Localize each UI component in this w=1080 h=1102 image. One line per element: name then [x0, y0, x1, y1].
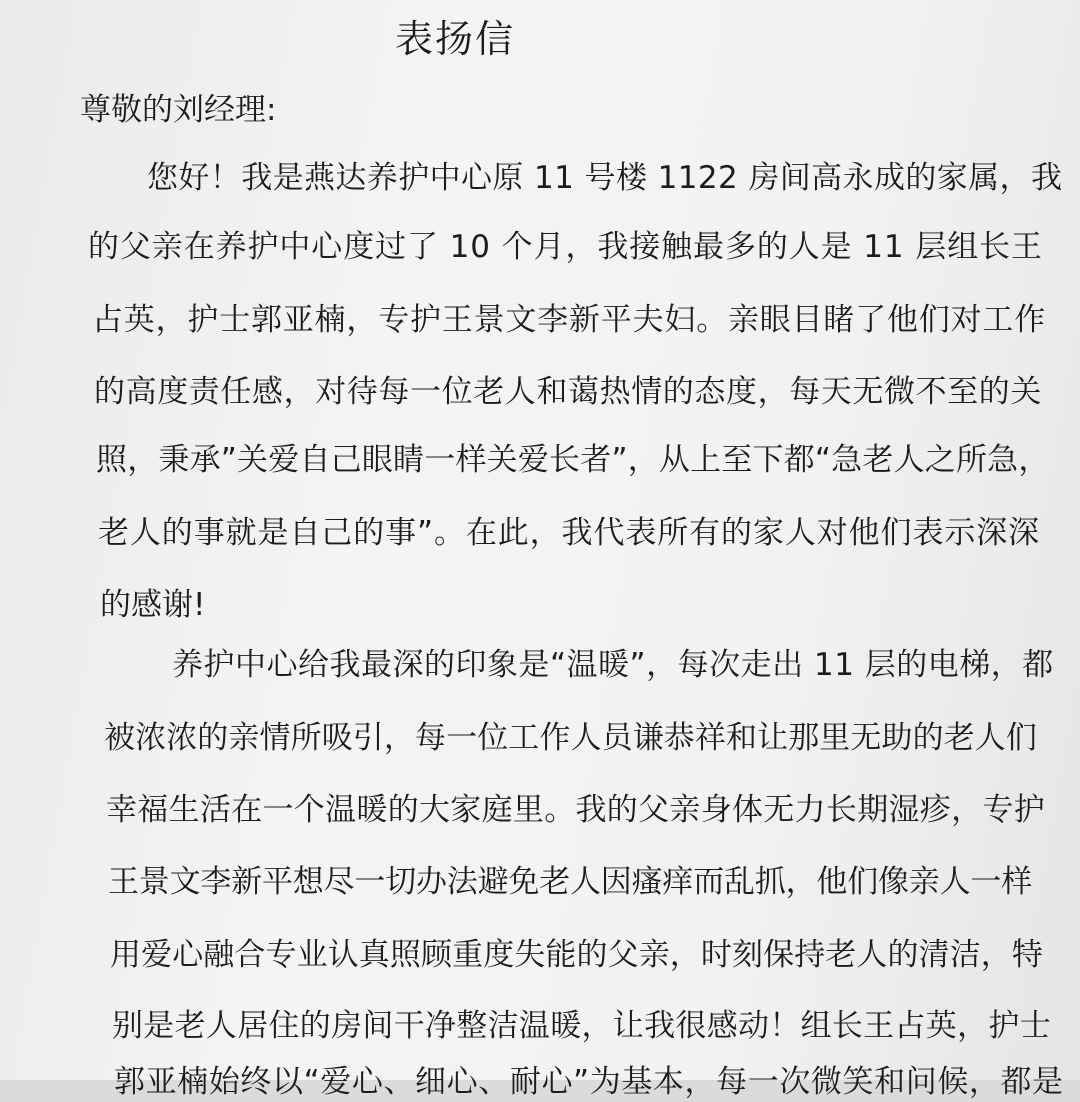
body-line: 幸福生活在一个温暖的大家庭里。我的父亲身体无力长期湿疹，专护	[106, 792, 1045, 828]
body-line: 养护中心给我最深的印象是“温暖”，每次走出 11 层的电梯，都	[172, 647, 1054, 683]
body-line: 的高度责任感，对待每一位老人和蔼热情的态度，每天无微不至的关	[94, 374, 1042, 410]
body-line: 的父亲在养护中心度过了 10 个月，我接触最多的人是 11 层组长王	[88, 229, 1043, 265]
letter-title: 表扬信	[395, 17, 516, 61]
body-line: 占英，护士郭亚楠，专护王景文李新平夫妇。亲眼目睹了他们对工作	[92, 302, 1046, 338]
body-line: 用爱心融合专业认真照顾重度失能的父亲，时刻保持老人的清洁，特	[110, 937, 1043, 973]
body-line: 王景文李新平想尽一切办法避免老人因瘙痒而乱抓，他们像亲人一样	[108, 864, 1032, 900]
body-line: 老人的事就是自己的事”。在此，我代表所有的家人对他们表示深深	[98, 515, 1041, 551]
body-line: 的感谢!	[100, 587, 206, 623]
body-line: 被浓浓的亲情所吸引，每一位工作人员谦恭祥和让那里无助的老人们	[104, 720, 1037, 756]
body-line: 别是老人居住的房间干净整洁温暖，让我很感动！组长王占英，护士	[112, 1008, 1051, 1044]
body-line: 照，秉承”关爱自己眼睛一样关爱长者”，从上至下都“急老人之所急，	[96, 442, 1050, 478]
body-line: 郭亚楠始终以“爱心、细心、耐心”为基本，每一次微笑和问候，都是	[114, 1064, 1064, 1100]
body-line: 您好！我是燕达养护中心原 11 号楼 1122 房间高永成的家属，我	[147, 160, 1063, 196]
salutation: 尊敬的刘经理:	[80, 92, 277, 128]
